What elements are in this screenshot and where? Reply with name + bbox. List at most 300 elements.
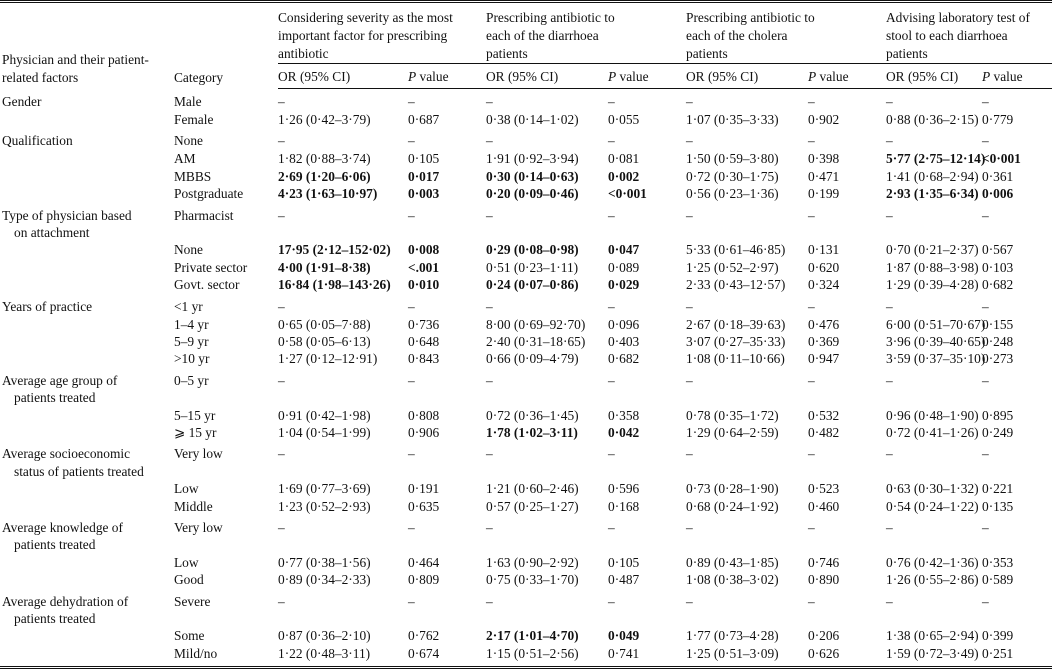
p-value-cell: 0·324: [808, 277, 840, 293]
or-cell: –: [486, 372, 493, 388]
category-cell: None: [174, 133, 204, 149]
factor-cell: [0, 554, 174, 571]
or-cell: –: [686, 372, 693, 388]
category-cell: MBBS: [174, 168, 212, 184]
p-value-cell: 0·464: [408, 554, 440, 570]
table-header: [0, 2, 1052, 89]
group-header-severity: Considering severity as the most important factor for prescribing antibiotic: [278, 10, 453, 61]
or-cell: 0·88 (0·36–2·15): [886, 111, 979, 127]
p-value-cell: 0·010: [408, 277, 440, 293]
or-cell: 0·20 (0·09–0·46): [486, 186, 579, 202]
p-value-cell: –: [408, 593, 415, 609]
or-cell: 1·77 (0·73–4·28): [686, 628, 779, 644]
factor-name-line: Average socioeconomic: [2, 446, 131, 462]
p-value-cell: 0·105: [608, 554, 640, 570]
or-cell: –: [886, 593, 893, 609]
p-value-cell: 0·191: [408, 481, 440, 497]
p-value-cell: 0·674: [408, 645, 440, 661]
p-value-cell: 0·081: [608, 151, 640, 167]
table-row: [0, 407, 1052, 424]
or-cell: 6·00 (0·51–70·67): [886, 316, 986, 332]
or-header: OR (95% CI): [278, 64, 408, 89]
or-cell: 1·08 (0·38–3·02): [686, 572, 779, 588]
or-cell: 1·63 (0·90–2·92): [486, 554, 579, 570]
p-value-cell: –: [808, 133, 815, 149]
or-cell: –: [686, 446, 693, 462]
p-header: P value: [408, 64, 478, 89]
p-value-cell: 0·249: [982, 425, 1014, 440]
p-value-cell: 0·221: [982, 481, 1014, 497]
category-cell: Mild/no: [174, 645, 218, 661]
factor-cell: [0, 111, 174, 128]
factor-cell: [0, 480, 174, 497]
p-value-cell: 0·403: [608, 333, 640, 349]
or-cell: 0·87 (0·36–2·10): [278, 628, 371, 644]
p-value-cell: –: [608, 207, 615, 223]
or-cell: 1·26 (0·42–3·79): [278, 111, 371, 127]
p-value-cell: 0·589: [982, 572, 1014, 588]
p-value-cell: –: [408, 446, 415, 462]
or-cell: 3·96 (0·39–40·65): [886, 333, 986, 349]
or-cell: 0·58 (0·05–6·13): [278, 333, 371, 349]
p-value-cell: –: [982, 372, 989, 388]
or-cell: 0·89 (0·43–1·85): [686, 554, 779, 570]
p-value-cell: –: [608, 298, 615, 314]
p-value-cell: 0·199: [808, 186, 840, 202]
table-row: [0, 480, 1052, 497]
or-cell: –: [486, 133, 493, 149]
or-cell: –: [278, 207, 285, 223]
p-value-cell: 0·648: [408, 333, 440, 349]
or-cell: 0·51 (0·23–1·11): [486, 259, 579, 275]
category-cell: ⩾ 15 yr: [174, 425, 217, 440]
category-cell: <1 yr: [174, 298, 203, 314]
or-header: OR (95% CI): [478, 64, 608, 89]
factor-name-line: Gender: [2, 93, 42, 109]
factor-cell: [0, 203, 174, 242]
p-value-cell: –: [808, 520, 815, 536]
or-cell: –: [486, 593, 493, 609]
group-header-diarrhoea-antibiotic: Prescribing antibiotic to each of the diarrhoea patients: [486, 10, 615, 61]
group-header-cholera-antibiotic: Prescribing antibiotic to each of the cholera patients: [686, 10, 815, 61]
or-cell: 5·33 (0·61–46·85): [686, 242, 786, 258]
category-cell: Postgraduate: [174, 186, 244, 202]
factor-name-line: patients treated: [14, 611, 96, 627]
or-cell: 1·15 (0·51–2·56): [486, 645, 579, 661]
factor-name-line: Average age group of: [2, 372, 118, 388]
p-value-cell: 0·482: [808, 425, 840, 440]
factor-cell: [0, 368, 174, 407]
p-value-cell: 0·779: [982, 111, 1014, 127]
or-cell: –: [886, 94, 893, 110]
or-cell: 1·22 (0·48–3·11): [278, 645, 371, 661]
p-value-cell: –: [608, 372, 615, 388]
or-cell: 16·84 (1·98–143·26): [278, 277, 391, 293]
p-value-cell: –: [982, 207, 989, 223]
p-value-cell: 0·746: [808, 554, 840, 570]
table-row: [0, 441, 1052, 480]
or-cell: –: [686, 207, 693, 223]
factor-cell: [0, 259, 174, 276]
p-value-cell: 0·809: [408, 572, 440, 588]
or-cell: 0·30 (0·14–0·63): [486, 168, 579, 184]
or-cell: 1·38 (0·65–2·94): [886, 628, 979, 644]
factor-cell: [0, 515, 174, 554]
p-value-cell: –: [408, 133, 415, 149]
or-cell: –: [686, 133, 693, 149]
p-value-cell: 0·131: [808, 242, 840, 258]
p-value-cell: 0·626: [808, 645, 840, 661]
p-value-cell: –: [808, 593, 815, 609]
or-cell: 0·68 (0·24–1·92): [686, 498, 779, 514]
or-cell: –: [886, 446, 893, 462]
factor-cell: [0, 407, 174, 424]
or-cell: 1·04 (0·54–1·99): [278, 425, 371, 440]
or-cell: 4·23 (1·63–10·97): [278, 186, 378, 202]
or-cell: –: [278, 133, 285, 149]
factor-cell: [0, 241, 174, 258]
factor-cell: [0, 441, 174, 480]
p-value-cell: 0·399: [982, 628, 1014, 644]
factor-name-line: Qualification: [2, 133, 73, 149]
p-value-cell: 0·049: [608, 628, 640, 644]
category-cell: Some: [174, 628, 205, 644]
or-cell: 1·26 (0·55–2·86): [886, 572, 979, 588]
p-value-cell: 0·843: [408, 351, 440, 367]
or-cell: 1·25 (0·51–3·09): [686, 645, 779, 661]
or-cell: 0·96 (0·48–1·90): [886, 407, 979, 423]
or-header: OR (95% CI): [678, 64, 808, 89]
p-value-cell: 0·620: [808, 259, 840, 275]
p-value-cell: –: [808, 372, 815, 388]
table-row: [0, 89, 1052, 111]
or-cell: –: [278, 446, 285, 462]
or-cell: 1·78 (1·02–3·11): [486, 425, 578, 440]
p-value-cell: 0·762: [408, 628, 440, 644]
category-cell: None: [174, 242, 204, 258]
or-cell: –: [486, 520, 493, 536]
category-cell: 1–4 yr: [174, 316, 209, 332]
category-header: Category: [174, 69, 224, 85]
table-row: [0, 316, 1052, 333]
or-cell: 0·77 (0·38–1·56): [278, 554, 371, 570]
p-value-cell: –: [408, 298, 415, 314]
p-value-cell: –: [608, 94, 615, 110]
or-cell: 1·69 (0·77–3·69): [278, 481, 371, 497]
or-cell: 3·59 (0·37–35·10): [886, 351, 986, 367]
table-row: [0, 645, 1052, 662]
table-row: [0, 589, 1052, 628]
p-value-cell: 0·487: [608, 572, 640, 588]
group-header-row: [0, 3, 1052, 64]
or-cell: 4·00 (1·91–8·38): [278, 259, 371, 275]
p-value-cell: 0·361: [982, 168, 1014, 184]
p-value-cell: 0·532: [808, 407, 840, 423]
or-cell: 1·23 (0·52–2·93): [278, 498, 371, 514]
p-value-cell: 0·567: [982, 242, 1014, 258]
p-value-cell: 0·398: [808, 151, 840, 167]
or-cell: –: [886, 372, 893, 388]
factor-cell: [0, 316, 174, 333]
factor-cell: [0, 168, 174, 185]
or-cell: 0·70 (0·21–2·37): [886, 242, 979, 258]
p-header: P value: [608, 64, 678, 89]
group-header-stool-test: Advising laboratory test of stool to each diarrhoea patients: [886, 10, 1030, 61]
p-value-cell: –: [982, 133, 989, 149]
p-value-cell: –: [608, 520, 615, 536]
or-cell: 0·66 (0·09–4·79): [486, 351, 579, 367]
or-cell: 8·00 (0·69–92·70): [486, 316, 586, 332]
p-value-cell: 0·596: [608, 481, 640, 497]
category-cell: Very low: [174, 520, 223, 536]
p-value-cell: 0·155: [982, 316, 1014, 332]
p-value-cell: 0·248: [982, 333, 1014, 349]
or-cell: 0·56 (0·23–1·36): [686, 186, 779, 202]
p-value-cell: 0·273: [982, 351, 1014, 367]
or-cell: 1·87 (0·88–3·98): [886, 259, 979, 275]
p-value-cell: 0·047: [608, 242, 640, 258]
or-cell: 0·72 (0·41–1·26): [886, 425, 979, 440]
or-cell: –: [886, 207, 893, 223]
or-cell: –: [278, 298, 285, 314]
p-value-cell: 0·895: [982, 407, 1014, 423]
factor-cell: [0, 89, 174, 111]
or-cell: 0·73 (0·28–1·90): [686, 481, 779, 497]
p-value-cell: –: [608, 133, 615, 149]
or-cell: 1·07 (0·35–3·33): [686, 111, 779, 127]
p-value-cell: 0·369: [808, 333, 840, 349]
p-value-cell: –: [808, 207, 815, 223]
or-cell: –: [686, 298, 693, 314]
p-value-cell: –: [982, 94, 989, 110]
p-value-cell: 0·682: [982, 277, 1014, 293]
category-cell: Very low: [174, 446, 223, 462]
or-cell: –: [486, 446, 493, 462]
p-header: P value: [808, 64, 878, 89]
or-cell: 0·72 (0·36–1·45): [486, 407, 579, 423]
table-row: [0, 333, 1052, 350]
or-cell: 0·24 (0·07–0·86): [486, 277, 579, 293]
or-cell: 0·72 (0·30–1·75): [686, 168, 779, 184]
p-value-cell: 0·168: [608, 498, 640, 514]
p-value-cell: –: [408, 207, 415, 223]
or-cell: 0·63 (0·30–1·32): [886, 481, 979, 497]
table-row: [0, 276, 1052, 293]
or-cell: 0·75 (0·33–1·70): [486, 572, 579, 588]
or-cell: 1·29 (0·64–2·59): [686, 425, 779, 440]
p-value-cell: 0·471: [808, 168, 840, 184]
p-value-cell: 0·105: [408, 151, 440, 167]
p-value-cell: 0·902: [808, 111, 840, 127]
or-cell: 2·17 (1·01–4·70): [486, 628, 579, 644]
factor-cell: [0, 571, 174, 588]
p-value-cell: 0·008: [408, 242, 440, 258]
or-cell: 5·77 (2·75–12·14): [886, 151, 986, 167]
table-row: [0, 203, 1052, 242]
table-body: [0, 89, 1052, 662]
factor-name-line: patients treated: [14, 390, 96, 406]
category-cell: Pharmacist: [174, 207, 234, 223]
or-cell: 1·82 (0·88–3·74): [278, 151, 371, 167]
bottom-rule: [0, 662, 1052, 668]
or-cell: –: [886, 520, 893, 536]
p-value-cell: <0·001: [608, 186, 647, 202]
category-cell: 5–15 yr: [174, 407, 216, 423]
p-value-cell: 0·741: [608, 645, 640, 661]
p-value-cell: –: [982, 593, 989, 609]
or-cell: 0·54 (0·24–1·22): [886, 498, 979, 514]
p-value-cell: 0·635: [408, 498, 440, 514]
or-cell: 0·76 (0·42–1·36): [886, 554, 979, 570]
factor-name-line: Type of physician based: [2, 207, 132, 223]
table-row: [0, 498, 1052, 515]
table-row: [0, 111, 1052, 128]
p-value-cell: –: [808, 446, 815, 462]
or-cell: 1·29 (0·39–4·28): [886, 277, 979, 293]
p-value-cell: 0·103: [982, 259, 1014, 275]
or-cell: 1·91 (0·92–3·94): [486, 151, 579, 167]
p-value-cell: –: [408, 372, 415, 388]
p-value-cell: 0·687: [408, 111, 440, 127]
factor-cell: [0, 333, 174, 350]
category-cell: Govt. sector: [174, 277, 240, 293]
or-cell: 0·91 (0·42–1·98): [278, 407, 371, 423]
table-row: [0, 571, 1052, 588]
table-row: [0, 185, 1052, 202]
or-cell: –: [278, 593, 285, 609]
p-value-cell: 0·523: [808, 481, 840, 497]
p-value-cell: 0·947: [808, 351, 840, 367]
category-cell: AM: [174, 151, 196, 167]
p-value-cell: <0·001: [982, 151, 1021, 167]
category-cell: Low: [174, 481, 199, 497]
p-value-cell: –: [808, 94, 815, 110]
or-cell: 0·89 (0·34–2·33): [278, 572, 371, 588]
factor-cell: [0, 424, 174, 441]
factor-cell: [0, 498, 174, 515]
table-row: [0, 241, 1052, 258]
p-value-cell: <.001: [408, 259, 440, 275]
category-cell: Private sector: [174, 259, 248, 275]
category-cell: Severe: [174, 593, 211, 609]
or-cell: 2·93 (1·35–6·34): [886, 186, 979, 202]
or-cell: 0·78 (0·35–1·72): [686, 407, 779, 423]
p-value-cell: 0·089: [608, 259, 640, 275]
or-cell: –: [486, 207, 493, 223]
category-cell: >10 yr: [174, 351, 210, 367]
p-value-cell: 0·251: [982, 645, 1014, 661]
category-cell: Male: [174, 93, 202, 109]
factor-cell: [0, 128, 174, 150]
factor-cell: [0, 276, 174, 293]
or-cell: 1·59 (0·72–3·49): [886, 645, 979, 661]
table-row: [0, 294, 1052, 316]
p-value-cell: 0·055: [608, 111, 640, 127]
category-cell: Good: [174, 572, 204, 588]
table-row: [0, 350, 1052, 367]
factor-cell: [0, 185, 174, 202]
or-cell: –: [886, 133, 893, 149]
p-value-cell: –: [982, 446, 989, 462]
or-header: OR (95% CI): [878, 64, 982, 89]
category-cell: 0–5 yr: [174, 372, 209, 388]
or-cell: –: [886, 298, 893, 314]
or-cell: 1·50 (0·59–3·80): [686, 151, 779, 167]
factor-name-line: Average knowledge of: [2, 520, 123, 536]
or-cell: –: [486, 94, 493, 110]
p-value-cell: 0·736: [408, 316, 440, 332]
p-value-cell: 0·003: [408, 186, 440, 202]
table-row: [0, 150, 1052, 167]
p-value-cell: 0·096: [608, 316, 640, 332]
factor-cell: [0, 294, 174, 316]
or-cell: 1·27 (0·12–12·91): [278, 351, 378, 367]
factor-name-line: on attachment: [14, 224, 90, 240]
factor-name-line: status of patients treated: [14, 463, 144, 479]
or-cell: 1·21 (0·60–2·46): [486, 481, 579, 497]
p-value-cell: 0·808: [408, 407, 440, 423]
table-row: [0, 627, 1052, 644]
p-value-cell: 0·358: [608, 407, 640, 423]
or-cell: –: [278, 94, 285, 110]
p-value-cell: 0·890: [808, 572, 840, 588]
or-cell: –: [278, 520, 285, 536]
table-row: [0, 515, 1052, 554]
or-cell: 2·67 (0·18–39·63): [686, 316, 786, 332]
factor-cell: [0, 589, 174, 628]
or-cell: 2·33 (0·43–12·57): [686, 277, 786, 293]
factor-cell: [0, 627, 174, 644]
or-cell: 17·95 (2·12–152·02): [278, 242, 391, 258]
category-cell: 5–9 yr: [174, 333, 209, 349]
p-value-cell: 0·906: [408, 425, 440, 440]
or-cell: –: [686, 593, 693, 609]
p-value-cell: –: [982, 298, 989, 314]
row-header: Physician and their patient-related factors: [2, 52, 149, 85]
p-value-cell: 0·682: [608, 351, 640, 367]
or-cell: 2·69 (1·20–6·06): [278, 168, 371, 184]
table-row: [0, 168, 1052, 185]
or-cell: 0·57 (0·25–1·27): [486, 498, 579, 514]
category-cell: Middle: [174, 498, 213, 514]
p-value-cell: –: [408, 520, 415, 536]
table-row: [0, 424, 1052, 441]
table-row: [0, 554, 1052, 571]
p-value-cell: 0·029: [608, 277, 640, 293]
p-value-cell: 0·206: [808, 628, 840, 644]
factor-name-line: Years of practice: [2, 298, 93, 314]
p-value-cell: –: [608, 446, 615, 462]
factor-cell: [0, 350, 174, 367]
p-value-cell: 0·460: [808, 498, 840, 514]
p-value-cell: –: [408, 94, 415, 110]
or-cell: 3·07 (0·27–35·33): [686, 333, 786, 349]
factor-cell: [0, 645, 174, 662]
or-cell: 2·40 (0·31–18·65): [486, 333, 586, 349]
or-cell: 1·41 (0·68–2·94): [886, 168, 979, 184]
p-value-cell: 0·002: [608, 168, 640, 184]
p-value-cell: 0·042: [608, 425, 640, 440]
or-cell: –: [278, 372, 285, 388]
or-cell: 0·29 (0·08–0·98): [486, 242, 579, 258]
p-header: P value: [982, 64, 1052, 89]
factor-name-line: Average dehydration of: [2, 593, 129, 609]
table-row: [0, 128, 1052, 150]
or-cell: 1·25 (0·52–2·97): [686, 259, 779, 275]
p-value-cell: 0·353: [982, 554, 1014, 570]
p-value-cell: –: [808, 298, 815, 314]
table-row: [0, 259, 1052, 276]
